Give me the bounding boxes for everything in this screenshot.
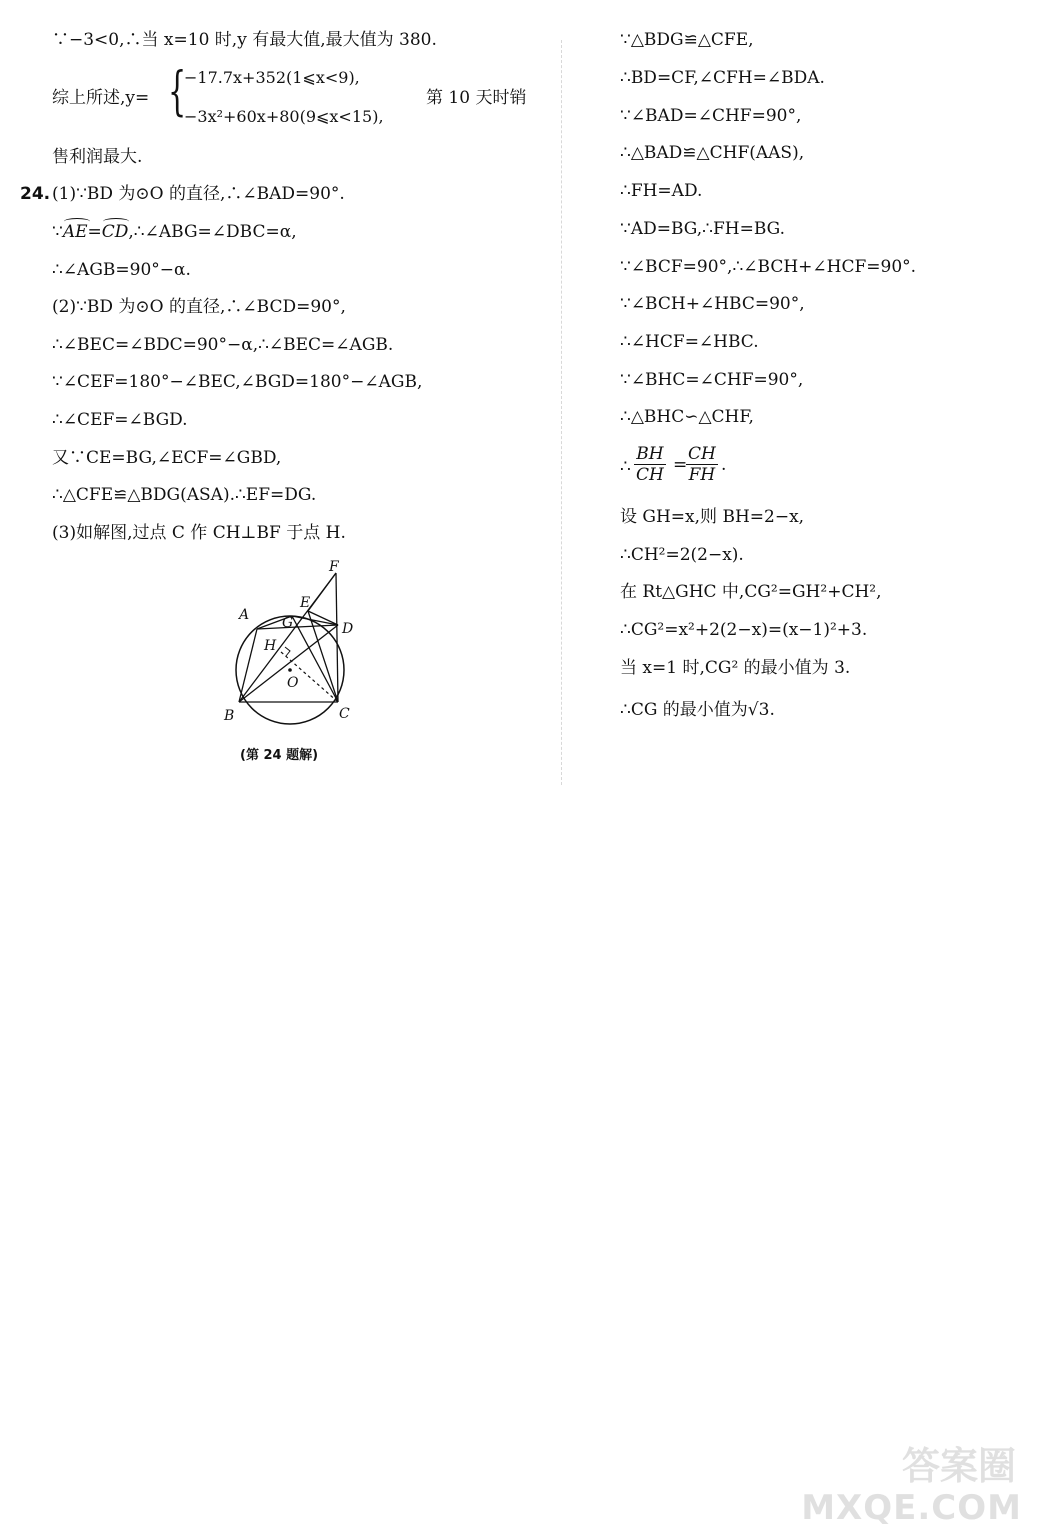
text-line: (1)∵BD 为⊙O 的直径,∴∠BAD=90°. xyxy=(52,184,345,204)
watermark xyxy=(801,1434,1036,1534)
text-segment: ,∴∠ABG=∠DBC=α, xyxy=(128,222,297,242)
equals-sign: = xyxy=(87,222,102,242)
text-line: ∴FH=AD. xyxy=(620,181,703,201)
text-line: (2)∵BD 为⊙O 的直径,∴∠BCD=90°, xyxy=(52,297,346,317)
label-f: F xyxy=(329,559,339,575)
text-line: (3)如解图,过点 C 作 CH⊥BF 于点 H. xyxy=(52,523,346,543)
text-line: 在 Rt△GHC 中,CG²=GH²+CH², xyxy=(620,582,882,602)
text-line: ∴∠HCF=∠HBC. xyxy=(620,332,759,352)
fraction-ch-fh xyxy=(686,444,718,485)
fraction-bh-ch xyxy=(634,444,666,485)
text-line: ∵∠BAD=∠CHF=90°, xyxy=(620,106,802,126)
label-b: B xyxy=(224,708,235,724)
text-line: ∴∠BEC=∠BDC=90°−α,∴∠BEC=∠AGB. xyxy=(52,335,394,355)
text-line: 当 x=1 时,CG² 的最小值为 3. xyxy=(620,658,851,678)
text-line: 又∵CE=BG,∠ECF=∠GBD, xyxy=(52,448,282,468)
text-line: ∵△BDG≌△CFE, xyxy=(620,30,754,50)
divider-line xyxy=(561,40,562,785)
text-line: ∴△BHC∽△CHF, xyxy=(620,407,754,427)
right-angle-mark xyxy=(285,647,290,656)
text-line: ∴CG²=x²+2(2−x)=(x−1)²+3. xyxy=(620,620,868,640)
segment-fe xyxy=(308,573,336,611)
text-line: 综上所述,y= xyxy=(52,88,150,108)
label-e: E xyxy=(300,595,311,611)
text-line: ∵−3<0,∴当 x=10 时,y 有最大值,最大值为 380. xyxy=(52,30,437,50)
text-line xyxy=(52,221,297,243)
text-line: ∴∠CEF=∠BGD. xyxy=(52,410,188,430)
text-line: 设 GH=x,则 BH=2−x, xyxy=(620,507,805,527)
label-d: D xyxy=(342,621,354,637)
label-g: G xyxy=(282,615,294,631)
center-point xyxy=(288,668,292,672)
piecewise-case-1: −17.7x+352(1⩽x<9), xyxy=(184,68,360,87)
text-line: ∵∠BCH+∠HBC=90°, xyxy=(620,294,805,314)
text-line: ∴BD=CF,∠CFH=∠BDA. xyxy=(620,68,825,88)
equals-sign: = xyxy=(673,455,688,475)
text-line: 第 10 天时销 xyxy=(426,88,527,108)
label-c: C xyxy=(339,706,350,722)
segment-cf xyxy=(336,573,338,702)
text-line: ∵AD=BG,∴FH=BG. xyxy=(620,219,786,239)
text-line: 售利润最大. xyxy=(52,147,143,167)
watermark-logo: 答案圈 xyxy=(901,1444,1016,1488)
arc-cd: CD xyxy=(101,222,129,242)
brace-symbol: { xyxy=(168,62,187,122)
segment-gd xyxy=(292,616,338,625)
text-line: ∵∠CEF=180°−∠BEC,∠BGD=180°−∠AGB, xyxy=(52,372,423,392)
text-line: ∴△BAD≌△CHF(AAS), xyxy=(620,143,805,163)
text-line: ∵∠BHC=∠CHF=90°, xyxy=(620,370,804,390)
segment-cg xyxy=(292,616,338,702)
question-number: 24. xyxy=(20,184,51,204)
denominator: CH xyxy=(636,465,664,485)
numerator: BH xyxy=(634,444,666,465)
figure-caption: (第 24 题解) xyxy=(240,748,319,763)
because-symbol: ∵ xyxy=(52,222,63,242)
piecewise-case-2: −3x²+60x+80(9⩽x<15), xyxy=(184,107,384,126)
watermark-site: MXQE.COM xyxy=(801,1488,1022,1528)
arc-ae: AE xyxy=(62,222,88,242)
text-line: ∴CG 的最小值为√3. xyxy=(620,700,775,720)
period: . xyxy=(721,455,727,475)
text-line: ∴CH²=2(2−x). xyxy=(620,545,744,565)
label-o: O xyxy=(287,675,299,691)
geometry-figure xyxy=(215,555,365,730)
text-line: ∴△CFE≌△BDG(ASA).∴EF=DG. xyxy=(52,485,317,505)
denominator: FH xyxy=(688,465,716,485)
label-h: H xyxy=(264,638,277,654)
label-a: A xyxy=(239,607,250,623)
text-line: ∵∠BCF=90°,∴∠BCH+∠HCF=90°. xyxy=(620,257,917,277)
text-line: ∴∠AGB=90°−α. xyxy=(52,260,191,280)
arc-mark xyxy=(103,218,129,225)
arc-mark xyxy=(64,218,90,225)
therefore-symbol: ∴ xyxy=(620,457,631,477)
numerator: CH xyxy=(688,444,716,464)
